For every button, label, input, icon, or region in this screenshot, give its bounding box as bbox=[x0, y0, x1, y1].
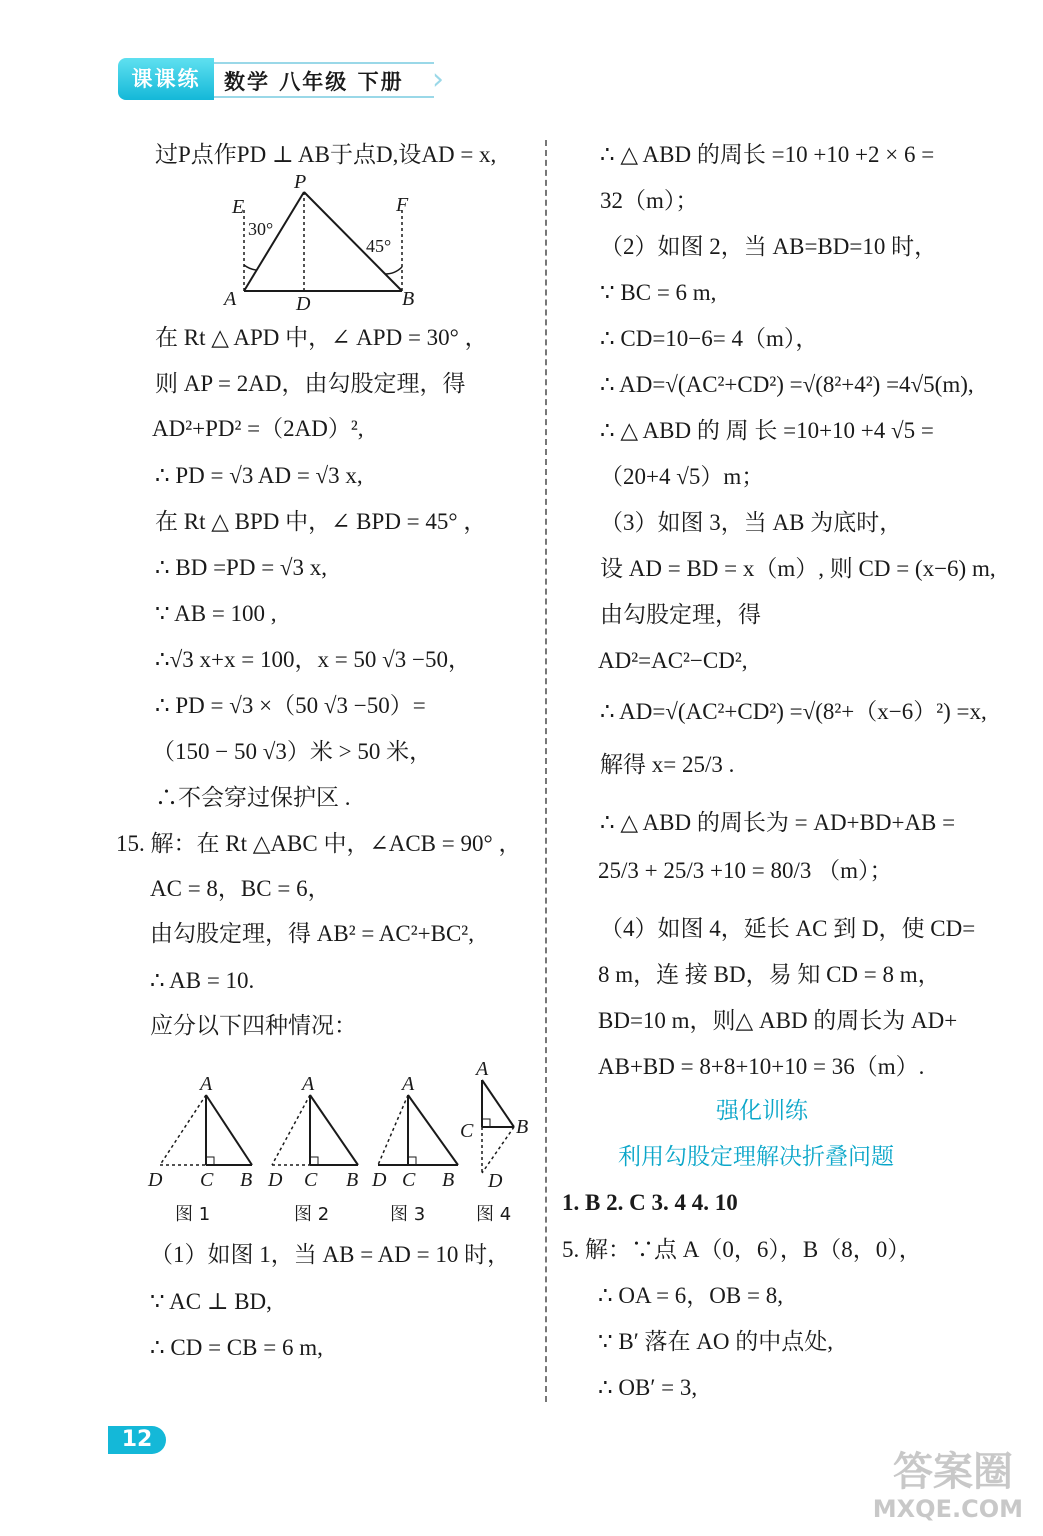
left-line: ∴ PD = √3 AD = √3 x, bbox=[155, 463, 363, 488]
header-arrow-icon: › bbox=[432, 62, 444, 97]
page-number: 12 bbox=[108, 1426, 166, 1454]
svg-text:D: D bbox=[488, 1170, 503, 1192]
right-line: ∴ OA = 6，OB = 8, bbox=[598, 1283, 783, 1308]
right-line: 设 AD = BD = x（m）, 则 CD = (x−6) m, bbox=[600, 556, 996, 581]
right-line: 32（m）； bbox=[600, 188, 699, 213]
svg-text:A: A bbox=[402, 1073, 415, 1095]
right-line: 25/3 + 25/3 +10 = 80/3 （m）； bbox=[598, 858, 893, 883]
svg-text:D: D bbox=[148, 1169, 163, 1191]
left-line: 在 Rt △ APD 中，∠ APD = 30° ， bbox=[155, 325, 488, 350]
right-line: ∵ B′ 落在 AO 的中点处, bbox=[598, 1329, 833, 1354]
right-line: 由勾股定理，得 bbox=[600, 602, 761, 627]
right-line: （3）如图 3，当 AB 为底时， bbox=[600, 510, 903, 535]
watermark-logo: 答案圈 bbox=[893, 1449, 1013, 1495]
svg-text:B: B bbox=[240, 1169, 253, 1191]
figure-1 bbox=[140, 1070, 260, 1230]
label-e: E bbox=[232, 196, 245, 218]
right-line: 8 m，连 接 BD，易 知 CD = 8 m， bbox=[598, 962, 941, 987]
left-line: ∴ BD =PD = √3 x, bbox=[155, 555, 328, 580]
right-line: AB+BD = 8+8+10+10 = 36（m）. bbox=[598, 1054, 925, 1079]
left-line: AD²+PD² =（2AD）², bbox=[152, 416, 364, 441]
figure-4 bbox=[456, 1055, 536, 1230]
svg-text:D: D bbox=[372, 1169, 387, 1191]
left-line: ∴ AB = 10. bbox=[150, 968, 255, 993]
svg-text:B: B bbox=[346, 1169, 359, 1191]
label-b: B bbox=[402, 288, 415, 310]
right-line: （4）如图 4，延长 AC 到 D，使 CD= bbox=[600, 916, 976, 941]
figure-2 bbox=[262, 1070, 372, 1230]
watermark-url: MXQE.COM bbox=[872, 1495, 1023, 1523]
svg-text:图 1: 图 1 bbox=[175, 1204, 211, 1225]
left-line: ∵ AC ⊥ BD, bbox=[150, 1289, 272, 1314]
right-line: （20+4 √5）m； bbox=[600, 464, 765, 489]
left-line: 过P点作PD ⊥ AB于点D,设AD = x, bbox=[155, 142, 497, 167]
answers-1-4: 1. B 2. C 3. 4 4. 10 bbox=[562, 1190, 738, 1215]
triangle-apb-figure bbox=[220, 170, 430, 315]
right-line: ∴ △ ABD 的 周 长 =10+10 +4 √5 = bbox=[600, 418, 934, 443]
left-line: AC = 8，BC = 6， bbox=[150, 876, 331, 901]
left-line: 则 AP = 2AD，由勾股定理，得 bbox=[155, 371, 466, 396]
left-line: ∴√3 x+x = 100，x = 50 √3 −50， bbox=[155, 647, 472, 672]
right-line: BD=10 m，则△ ABD 的周长为 AD+ bbox=[598, 1008, 958, 1033]
left-line: （150 − 50 √3）米 > 50 米， bbox=[152, 739, 433, 764]
label-f: F bbox=[396, 194, 409, 216]
svg-text:B: B bbox=[442, 1169, 455, 1191]
left-line: ∴ CD = CB = 6 m, bbox=[150, 1335, 323, 1360]
svg-text:图 4: 图 4 bbox=[476, 1204, 512, 1225]
right-line: ∴ AD=√(AC²+CD²) =√(8²+（x−6）²) =x, bbox=[600, 699, 987, 724]
right-line: ∴ △ ABD 的周长为 = AD+BD+AB = bbox=[600, 810, 956, 835]
label-a: A bbox=[224, 288, 237, 310]
svg-text:C: C bbox=[200, 1169, 214, 1191]
svg-text:A: A bbox=[200, 1073, 213, 1095]
label-p: P bbox=[294, 171, 307, 193]
section-subtitle: 利用勾股定理解决折叠问题 bbox=[618, 1144, 894, 1170]
right-line: ∵ BC = 6 m, bbox=[600, 280, 717, 305]
right-line: ∴ AD=√(AC²+CD²) =√(8²+4²) =4√5(m), bbox=[600, 372, 974, 397]
right-line: ∴ CD=10−6= 4（m）， bbox=[600, 326, 819, 351]
right-line: （2）如图 2，当 AB=BD=10 时， bbox=[600, 234, 938, 259]
angle-30: 30° bbox=[248, 219, 274, 239]
figure-3 bbox=[368, 1070, 468, 1230]
svg-text:C: C bbox=[402, 1169, 416, 1191]
svg-text:C: C bbox=[460, 1120, 474, 1142]
left-line: ∴ PD = √3 ×（50 √3 −50）= bbox=[155, 693, 426, 718]
column-divider bbox=[545, 140, 547, 1402]
left-line: ∵ AB = 100 , bbox=[155, 601, 277, 626]
svg-text:图 3: 图 3 bbox=[390, 1204, 426, 1225]
left-line: 在 Rt △ BPD 中，∠ BPD = 45° ， bbox=[155, 509, 487, 534]
right-line: 解得 x= 25/3 . bbox=[600, 752, 735, 777]
left-line: 由勾股定理，得 AB² = AC²+BC², bbox=[150, 921, 474, 946]
header-badge: 课课练 bbox=[118, 58, 214, 100]
svg-text:A: A bbox=[476, 1058, 489, 1080]
header-title: 数学 八年级 下册 bbox=[214, 62, 434, 98]
left-line: （1）如图 1，当 AB = AD = 10 时， bbox=[150, 1242, 511, 1267]
svg-text:图 2: 图 2 bbox=[294, 1204, 330, 1225]
right-line-q5: 5. 解：∵点 A（0，6），B（8，0）， bbox=[562, 1237, 922, 1262]
left-line: ∴不会穿过保护区 . bbox=[155, 785, 351, 810]
svg-text:A: A bbox=[302, 1073, 315, 1095]
right-line: ∴ OB′ = 3, bbox=[598, 1375, 698, 1400]
section-title: 强化训练 bbox=[716, 1098, 808, 1124]
left-line-q15: 15. 解：在 Rt △ABC 中，∠ACB = 90° ， bbox=[116, 831, 522, 856]
angle-45: 45° bbox=[366, 236, 392, 256]
right-line: AD²=AC²−CD², bbox=[598, 648, 748, 673]
left-line: 应分以下四种情况： bbox=[150, 1013, 357, 1038]
right-line: ∴ △ ABD 的周长 =10 +10 +2 × 6 = bbox=[600, 142, 935, 167]
svg-text:D: D bbox=[268, 1169, 283, 1191]
svg-text:C: C bbox=[304, 1169, 318, 1191]
label-d: D bbox=[296, 293, 311, 315]
svg-text:B: B bbox=[516, 1116, 529, 1138]
